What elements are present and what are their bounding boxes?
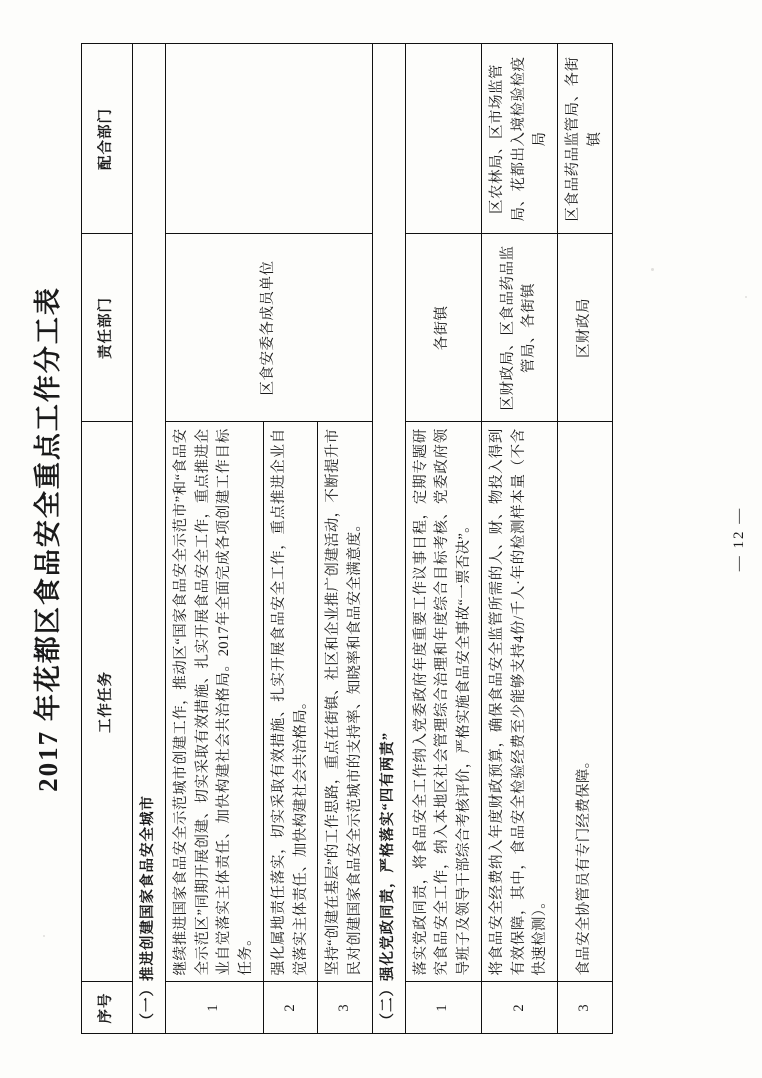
row-index: 2 [481,982,557,1034]
scan-speck [43,935,45,937]
row-responsible: 区财政局 [558,234,613,422]
row-task: 坚持“创建在基层”的工作思路，重点在街镇、社区和企业推广创建活动，不断提升市民对创建国家食品安全示范城市的支持率、知晓率和食品安全满意度。 [318,422,373,982]
page-title: 2017 年花都区食品安全重点工作分工表 [33,286,63,792]
row-cooperating [165,44,372,234]
section-title: （一）推进创建国家食品安全城市 [133,44,166,1034]
row-cooperating: 区农林局、区市场监管局、花都出入境检验检疫局 [481,44,557,234]
section-title: （二）强化党政同责，严格落实“四有两责” [372,44,405,1034]
table-section-row [372,44,405,1034]
scan-speck [651,268,654,271]
column-header-index: 序号 [82,982,133,1034]
scan-speck [745,296,747,298]
table-row [558,44,613,1034]
work-division-table [81,44,613,1035]
page-number: — 12 — [731,506,747,572]
row-index: 2 [263,982,318,1034]
row-task: 落实党政同责，将食品安全工作纳入党委政府年度重要工作议事日程，定期专题研究食品安全工作，纳入本地区社会管理综合治理和年度综合目标考核、党委政府领导班子及领导干部综合考核评价，严格实施食品安全事故“一票否决”。 [405,422,481,982]
row-index: 3 [318,982,373,1034]
row-cooperating: 区食品药品监管局、各街镇 [558,44,613,234]
table-row [165,44,263,1034]
table-row [405,44,481,1034]
column-header-responsible: 责任部门 [82,234,133,422]
row-task: 强化属地责任落实，切实采取有效措施、扎实开展食品安全工作，重点推进企业自觉落实主体责任、加快构建社会共治格局。 [263,422,318,982]
column-header-cooperating: 配合部门 [82,44,133,234]
row-index: 1 [165,982,263,1034]
table-header-row [82,44,133,1034]
table-section-row [133,44,166,1034]
row-responsible: 区食安委各成员单位 [165,234,372,422]
column-header-task: 工作任务 [82,422,133,982]
row-task: 继续推进国家食品安全示范城市创建工作，推动区“国家食品安全示范市”和“食品安全示范区”同期开展创建、切实采取有效措施、扎实开展食品安全工作，重点推进企业自觉落实主体责任、加快构建社会共治格局。2017年全面完成各项创建工作目标任务。 [165,422,263,982]
row-responsible: 区财政局、区食品药品监管局、各街镇 [481,234,557,422]
row-responsible: 各街镇 [405,234,481,422]
table-row [481,44,557,1034]
row-cooperating [405,44,481,234]
row-task: 将食品安全经费纳入年度财政预算，确保食品安全监管所需的人、财、物投入得到有效保障，其中，食品安全检验经费至少能够支持4份/千人·年的检测样本量（不含快速检测）。 [481,422,557,982]
row-task: 食品安全协管员有专门经费保障。 [558,422,613,982]
row-index: 3 [558,982,613,1034]
row-index: 1 [405,982,481,1034]
